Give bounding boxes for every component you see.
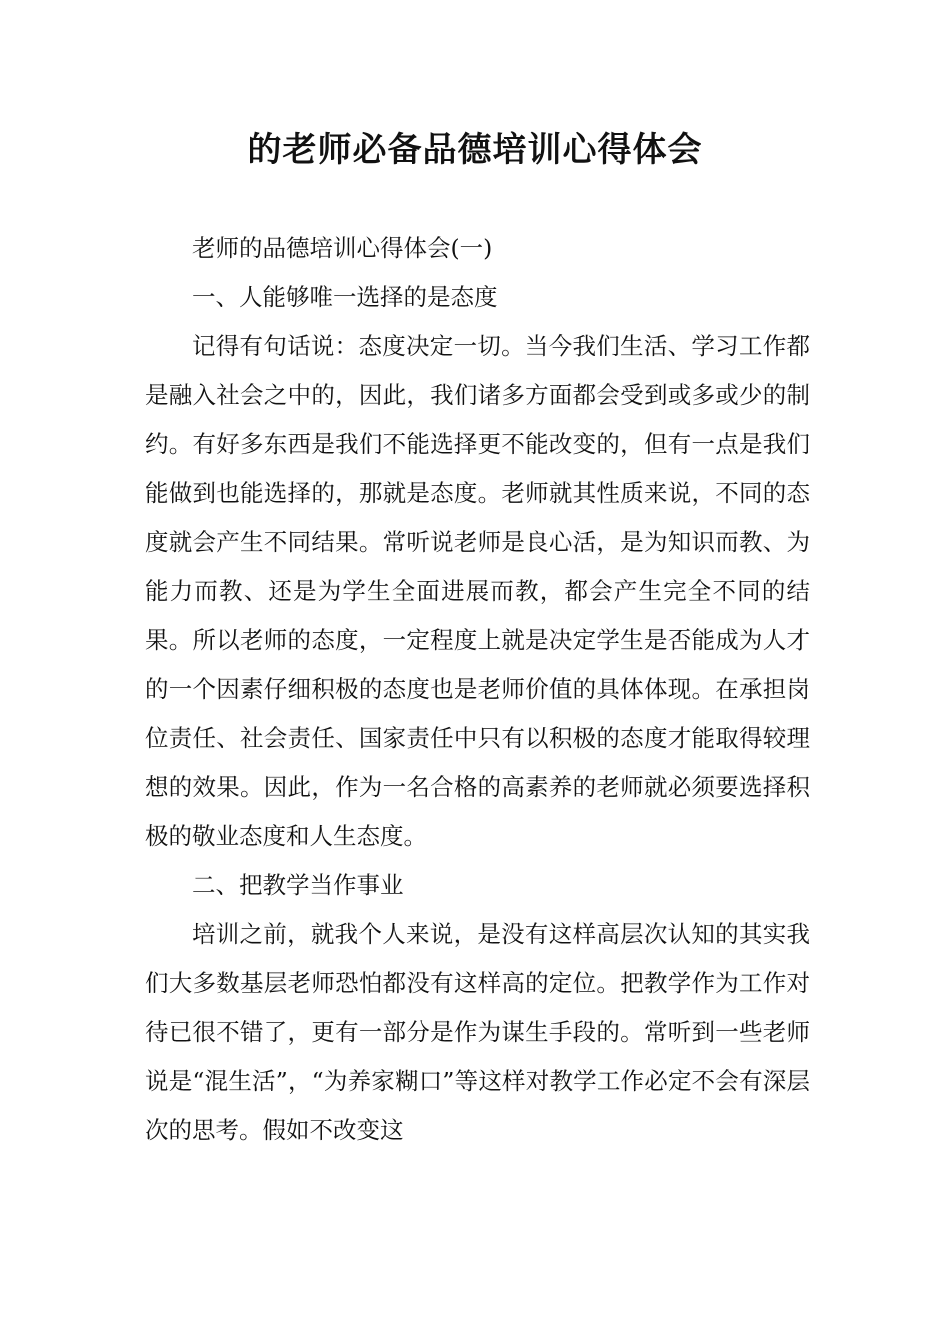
document-body: [145, 224, 810, 1155]
section-2-paragraph: 培训之前，就我个人来说，是没有这样高层次认知的其实我们大多数基层老师恐怕都没有这样高的定位。把教学作为工作对待已很不错了，更有一部分是作为谋生手段的。常听到一些老师说是“混生活”，“为养家糊口”等这样对教学工作必定不会有深层次的思考。假如不改变这: [145, 920, 810, 1144]
section-1-heading: 一、人能够唯一选择的是态度: [192, 283, 498, 311]
section-2-heading: 二、把教学当作事业: [192, 871, 404, 899]
document-subtitle: 老师的品德培训心得体会(一): [192, 234, 493, 262]
section-1-paragraph: 记得有句话说：态度决定一切。当今我们生活、学习工作都是融入社会之中的，因此，我们诸多方面都会受到或多或少的制约。有好多东西是我们不能选择更不能改变的，但有一点是我们能做到也能选择的，那就是态度。老师就其性质来说，不同的态度就会产生不同结果。常听说老师是良心活，是为知识而教、为能力而教、还是为学生全面进展而教，都会产生完全不同的结果。所以老师的态度，一定程度上就是决定学生是否能成为人才的一个因素仔细积极的态度也是老师价值的具体体现。在承担岗位责任、社会责任、国家责任中只有以积极的态度才能取得较理想的效果。因此，作为一名合格的高素养的老师就必须要选择积极的敬业态度和人生态度。: [145, 332, 810, 850]
document-title: 的老师必备品德培训心得体会: [247, 130, 703, 170]
